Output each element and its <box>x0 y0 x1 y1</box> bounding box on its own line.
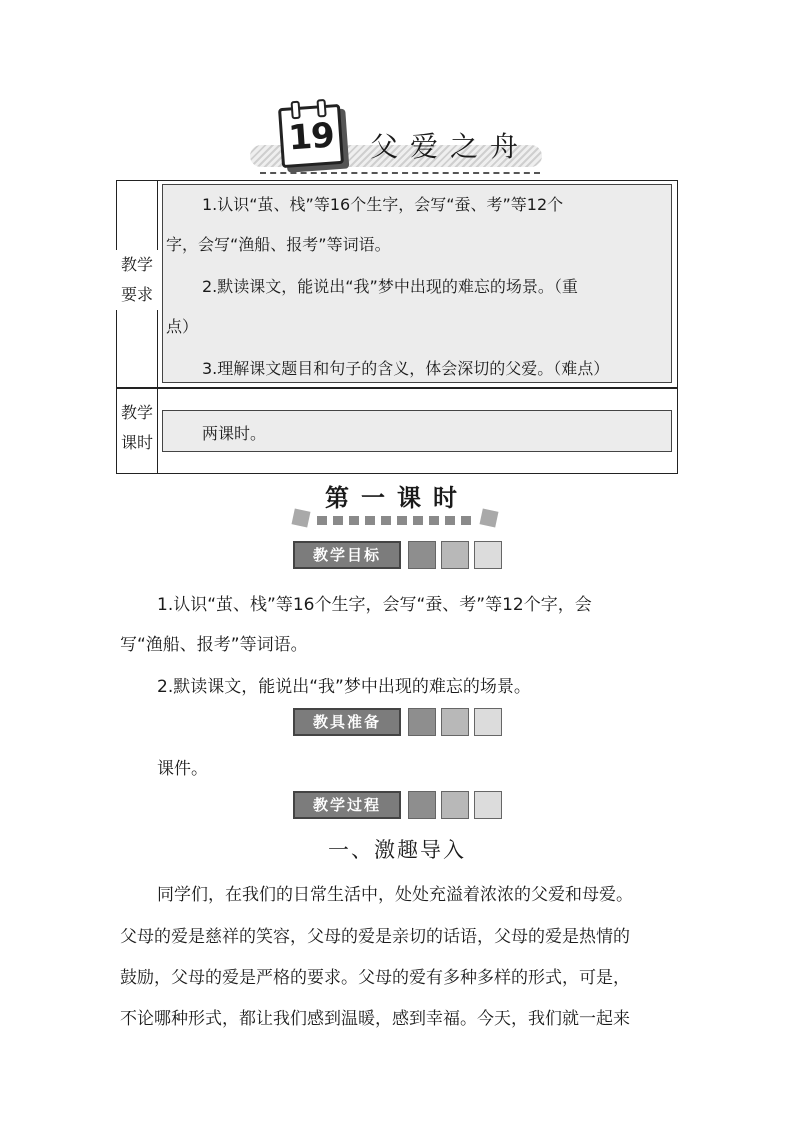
goals-label-line: 教学 <box>120 255 153 274</box>
decorative-dots <box>293 508 503 530</box>
tag-square-icon <box>408 708 436 736</box>
section-tag-label: 教学目标 <box>293 541 401 569</box>
dot-square-icon <box>480 509 499 528</box>
section-tag-label: 教学过程 <box>293 791 401 819</box>
goals-text-line: 1.认识“茧、栈”等16个生字，会写“蚕、考”等12个字，会 <box>157 595 592 615</box>
tag-square-icon <box>408 541 436 569</box>
calendar-icon <box>278 104 344 168</box>
goal-line: 字，会写“渔船、报考”等词语。 <box>166 235 391 254</box>
goal-line: 2.默读课文，能说出“我”梦中出现的难忘的场景。（重 <box>202 277 578 296</box>
tag-square-icon <box>441 708 469 736</box>
goal-line: 3.理解课文题目和句子的含义，体会深切的父爱。（难点） <box>202 359 610 378</box>
intro-text-line: 不论哪种形式，都让我们感到温暖，感到幸福。今天，我们就一起来 <box>120 1009 630 1029</box>
section-tag-process <box>293 791 503 821</box>
time-label-line: 课时 <box>120 433 153 452</box>
requirements-table <box>116 180 678 474</box>
goals-label <box>116 250 158 310</box>
tag-square-icon <box>441 541 469 569</box>
dot-icon <box>461 516 471 525</box>
intro-text-line: 父母的爱是慈祥的笑容，父母的爱是亲切的话语，父母的爱是热情的 <box>120 927 630 947</box>
dot-icon <box>413 516 423 525</box>
lesson-number: 19 <box>287 115 336 159</box>
dot-icon <box>397 516 407 525</box>
goals-label-line: 要求 <box>120 285 153 304</box>
goals-text-line: 写“渔船、报考”等词语。 <box>120 635 308 655</box>
tag-square-icon <box>474 541 502 569</box>
goal-line: 点） <box>166 317 199 336</box>
calendar-ring-icon <box>316 99 326 118</box>
dot-icon <box>317 516 327 525</box>
tag-square-icon <box>408 791 436 819</box>
tag-square-icon <box>474 791 502 819</box>
tag-square-icon <box>474 708 502 736</box>
section-tag-prep <box>293 708 503 738</box>
section-tag-label: 教具准备 <box>293 708 401 736</box>
intro-text-line: 同学们，在我们的日常生活中，处处充溢着浓浓的父爱和母爱。 <box>157 885 633 905</box>
lesson-title: 父爱之舟 <box>370 130 531 163</box>
prep-text: 课件。 <box>157 759 208 779</box>
lesson-banner <box>250 100 550 180</box>
goal-line: 1.认识“茧、栈”等16个生字，会写“蚕、考”等12个 <box>202 195 564 214</box>
dot-icon <box>333 516 343 525</box>
step-title: 一、激趣导入 <box>328 838 466 862</box>
calendar-ring-icon <box>291 101 301 120</box>
dot-icon <box>365 516 375 525</box>
intro-text-line: 鼓励，父母的爱是严格的要求。父母的爱有多种多样的形式，可是， <box>120 968 630 988</box>
section-tag-goals <box>293 541 503 571</box>
period-title: 第一课时 <box>325 484 469 512</box>
dot-icon <box>349 516 359 525</box>
dot-square-icon <box>292 509 311 528</box>
time-label-line: 教学 <box>120 403 153 422</box>
dot-icon <box>381 516 391 525</box>
dot-icon <box>429 516 439 525</box>
goals-text-line: 2.默读课文，能说出“我”梦中出现的难忘的场景。 <box>157 677 531 697</box>
time-text: 两课时。 <box>202 424 267 443</box>
dot-icon <box>445 516 455 525</box>
time-label <box>116 398 158 458</box>
banner-dashed-rule <box>260 172 540 174</box>
tag-square-icon <box>441 791 469 819</box>
